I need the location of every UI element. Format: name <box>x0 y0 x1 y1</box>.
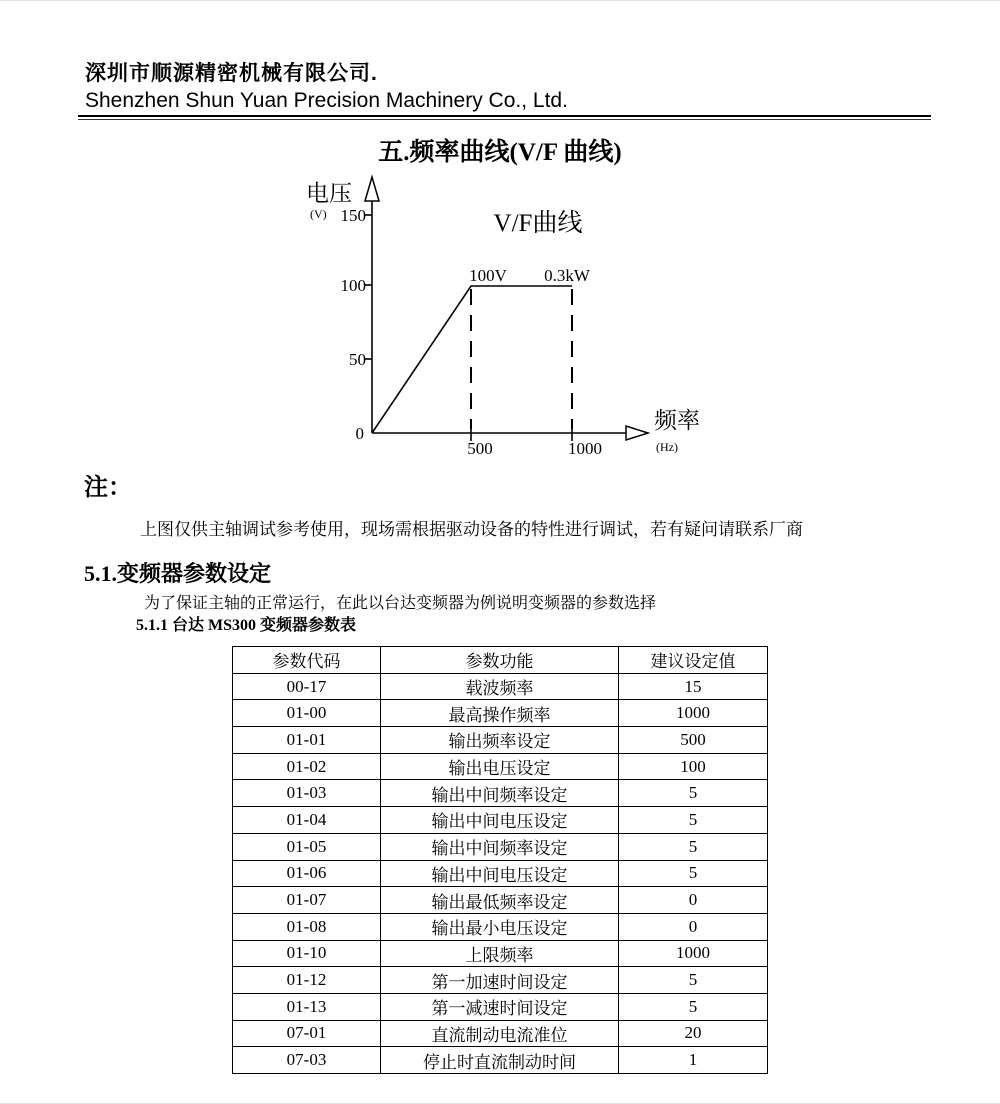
cell-function: 第一加速时间设定 <box>381 967 619 994</box>
cell-value: 20 <box>619 1020 768 1047</box>
company-name-en: Shenzhen Shun Yuan Precision Machinery Co., Ltd. <box>85 89 568 112</box>
cell-value: 5 <box>619 833 768 860</box>
y-axis-label: 电压 <box>306 181 352 206</box>
cell-code: 01-12 <box>233 967 381 994</box>
table-row <box>233 1020 768 1047</box>
cell-code: 01-06 <box>233 860 381 887</box>
x-axis-unit: (Hz) <box>656 440 678 454</box>
y-axis-unit: (V) <box>310 207 327 221</box>
table-row <box>233 673 768 700</box>
header-suggested-value: 建议设定值 <box>619 647 768 674</box>
table-row <box>233 887 768 914</box>
cell-function: 第一减速时间设定 <box>381 993 619 1020</box>
y-axis-arrow-icon <box>365 177 379 201</box>
cell-code: 01-00 <box>233 700 381 727</box>
cell-code: 07-03 <box>233 1047 381 1074</box>
parameter-table <box>232 646 768 1074</box>
note-label: 注： <box>84 475 132 501</box>
cell-function: 输出频率设定 <box>381 727 619 754</box>
cell-function: 输出中间频率设定 <box>381 833 619 860</box>
cell-function: 输出最小电压设定 <box>381 913 619 940</box>
cell-value: 500 <box>619 727 768 754</box>
vf-curve-line <box>372 286 572 433</box>
cell-code: 01-01 <box>233 727 381 754</box>
cell-function: 直流制动电流准位 <box>381 1020 619 1047</box>
header-param-code: 参数代码 <box>233 647 381 674</box>
cell-value: 1000 <box>619 940 768 967</box>
table-row <box>233 833 768 860</box>
cell-code: 07-01 <box>233 1020 381 1047</box>
cell-code: 00-17 <box>233 673 381 700</box>
cell-value: 5 <box>619 780 768 807</box>
cell-value: 1000 <box>619 700 768 727</box>
table-row <box>233 727 768 754</box>
x-tick-label-1000: 1000 <box>568 439 602 458</box>
cell-function: 载波频率 <box>381 673 619 700</box>
table-row <box>233 700 768 727</box>
cell-value: 100 <box>619 753 768 780</box>
cell-function: 停止时直流制动时间 <box>381 1047 619 1074</box>
cell-code: 01-02 <box>233 753 381 780</box>
section-heading: 5.1.变频器参数设定 <box>84 561 272 586</box>
cell-value: 0 <box>619 887 768 914</box>
table-row <box>233 940 768 967</box>
y-tick-label-100: 100 <box>340 276 366 295</box>
cell-value: 0 <box>619 913 768 940</box>
table-row <box>233 860 768 887</box>
cell-code: 01-05 <box>233 833 381 860</box>
cell-code: 01-04 <box>233 807 381 834</box>
annotation-100v: 100V <box>469 266 507 285</box>
vf-curve-chart <box>280 171 740 471</box>
table-row <box>233 780 768 807</box>
cell-code: 01-10 <box>233 940 381 967</box>
cell-function: 上限频率 <box>381 940 619 967</box>
cell-value: 5 <box>619 993 768 1020</box>
chart-title: V/F曲线 <box>493 210 583 237</box>
cell-function: 输出中间频率设定 <box>381 780 619 807</box>
cell-value: 5 <box>619 807 768 834</box>
table-row <box>233 967 768 994</box>
x-axis-label: 频率 <box>654 408 700 433</box>
table-row <box>233 807 768 834</box>
page-title: 五.频率曲线(V/F 曲线) <box>378 139 622 166</box>
table-row <box>233 753 768 780</box>
cell-function: 输出电压设定 <box>381 753 619 780</box>
cell-function: 最高操作频率 <box>381 700 619 727</box>
cell-function: 输出中间电压设定 <box>381 860 619 887</box>
x-axis-arrow-icon <box>626 426 648 440</box>
cell-code: 01-08 <box>233 913 381 940</box>
cell-code: 01-07 <box>233 887 381 914</box>
cell-value: 5 <box>619 860 768 887</box>
y-tick-label-50: 50 <box>349 350 366 369</box>
table-row <box>233 913 768 940</box>
cell-value: 1 <box>619 1047 768 1074</box>
y-tick-label-150: 150 <box>340 206 366 225</box>
company-name-cn: 深圳市顺源精密机械有限公司. <box>85 62 378 85</box>
table-header-row <box>233 647 768 674</box>
header-divider-thin <box>78 119 931 120</box>
header-param-function: 参数功能 <box>381 647 619 674</box>
table-row <box>233 1047 768 1074</box>
cell-code: 01-03 <box>233 780 381 807</box>
cell-value: 15 <box>619 673 768 700</box>
annotation-power: 0.3kW <box>544 266 590 285</box>
table-caption: 5.1.1 台达 MS300 变频器参数表 <box>136 617 357 634</box>
section-intro: 为了保证主轴的正常运行，在此以台达变频器为例说明变频器的参数选择 <box>144 595 657 612</box>
y-tick-label-0: 0 <box>355 424 364 443</box>
cell-value: 5 <box>619 967 768 994</box>
cell-code: 01-13 <box>233 993 381 1020</box>
cell-function: 输出最低频率设定 <box>381 887 619 914</box>
cell-function: 输出中间电压设定 <box>381 807 619 834</box>
x-tick-label-500: 500 <box>467 439 493 458</box>
note-text: 上图仅供主轴调试参考使用，现场需根据驱动设备的特性进行调试，若有疑问请联系厂商 <box>140 520 803 539</box>
header-divider <box>78 115 931 117</box>
table-row <box>233 993 768 1020</box>
